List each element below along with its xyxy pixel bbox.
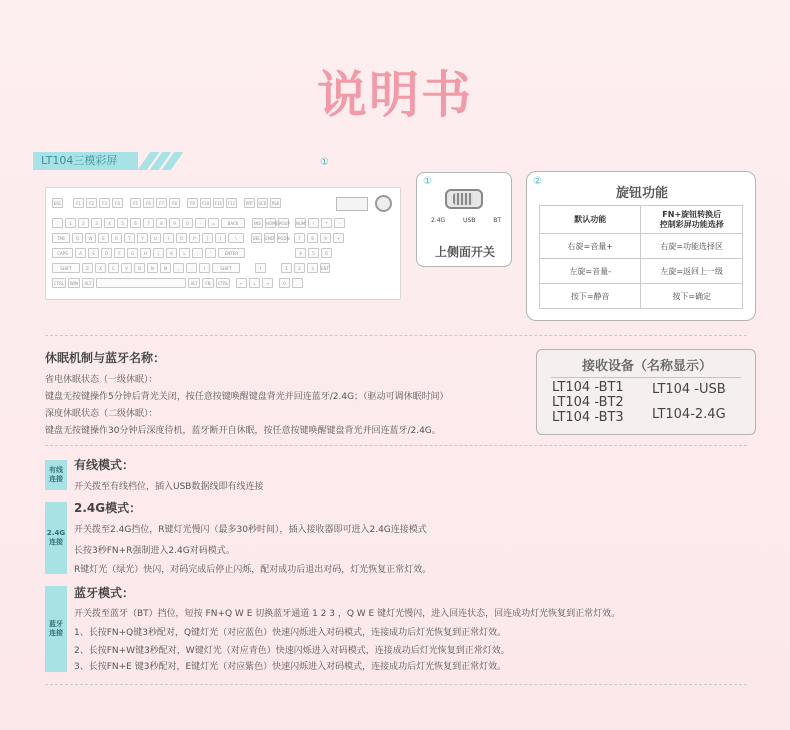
keycap: / [199, 263, 210, 273]
callout-number-2: ② [533, 176, 542, 187]
keycap: Z [82, 263, 93, 273]
24g-line: 开关拨至2.4G挡位，R键灯光慢闪（最多30秒时间），插入接收器即可进入2.4G连接模式 [74, 525, 427, 535]
color-screen [336, 197, 368, 211]
keycap: [ [202, 233, 213, 243]
keycap: R [111, 233, 122, 243]
side-switch-panel [416, 172, 512, 267]
keycap: ` [52, 218, 63, 228]
keycap: F10 [200, 198, 211, 208]
keycap: 3 [91, 218, 102, 228]
table-cell: 按下=静音 [540, 284, 641, 309]
24g-badge [45, 502, 67, 574]
switch-label-bt: BT [493, 217, 501, 224]
keycap: F6 [143, 198, 154, 208]
badge-text: 2.4G 连接 [46, 529, 66, 546]
keycap: END [264, 233, 275, 243]
sleep-line: 深度休眠状态（二级休眠）： [45, 409, 158, 419]
keycap: NUM [295, 218, 306, 228]
keycap: BACK [221, 218, 245, 228]
receiver-name: LT104 -USB [652, 382, 726, 397]
keycap: W [85, 233, 96, 243]
sleep-line: 省电休眠状态（一级休眠）： [45, 375, 158, 385]
keycap: 9 [169, 218, 180, 228]
keycap: K [166, 248, 177, 258]
keycap: HOME [265, 218, 276, 228]
24g-heading: 2.4G模式： [74, 501, 142, 515]
keycap: H [140, 248, 151, 258]
keycap: \ [228, 233, 244, 243]
keycap: L [179, 248, 190, 258]
keycap: 3 [307, 263, 318, 273]
receiver-name: LT104 -BT1 [552, 380, 624, 395]
keycap: F9 [187, 198, 198, 208]
keycap: Q [72, 233, 83, 243]
keycap: F7 [156, 198, 167, 208]
keycap: 0 [182, 218, 193, 228]
keycap: ALT [188, 278, 200, 288]
keycap: 6 [130, 218, 141, 228]
switch-labels [431, 217, 501, 224]
bt-badge [45, 586, 67, 672]
table-cell: 左旋=音量- [540, 259, 641, 284]
keycap: ENTER [218, 248, 245, 258]
sleep-line: 键盘无按键操作5分钟后背光关闭，按任意按键唤醒键盘背光并回连蓝牙/2.4G；（驱动可调休眠时间） [45, 392, 449, 402]
fn-header-text: FN+旋钮转换后 控制彩屏功能选择 [659, 209, 724, 229]
keycap: F5 [130, 198, 141, 208]
keycap: A [75, 248, 86, 258]
keycap: 0 [279, 278, 290, 288]
keycap: = [208, 218, 219, 228]
keycap: ] [215, 233, 226, 243]
keycap: / [308, 218, 319, 228]
keycap: M [160, 263, 171, 273]
table-cell: 右旋=功能选择区 [641, 234, 743, 259]
divider [45, 335, 747, 336]
divider [45, 684, 747, 685]
keycap: → [262, 278, 273, 288]
keycap: 1 [65, 218, 76, 228]
keycap: T [124, 233, 135, 243]
badge-text: 有线 连接 [49, 466, 63, 483]
keycap: F4 [112, 198, 123, 208]
bt-heading: 蓝牙模式： [74, 586, 135, 600]
keycap: SCR [257, 198, 268, 208]
keycap: ENT [320, 263, 330, 273]
keycap: SHIFT [52, 263, 80, 273]
bt-line: 2、长按FN+W键3秒配对，W键灯光（对应青色）快速闪烁进入对码模式，连接成功后灯光恢复到正常灯效。 [74, 646, 510, 656]
keycap: 1 [281, 263, 292, 273]
keycap: F [114, 248, 125, 258]
keycap: J [153, 248, 164, 258]
rotary-knob [375, 195, 392, 212]
keycap: Y [137, 233, 148, 243]
keycap: CAPS [52, 248, 73, 258]
model-tag-label: LT104三模彩屏 [33, 152, 138, 170]
keycap: S [88, 248, 99, 258]
keycap: 8 [307, 233, 318, 243]
keycap: INS [252, 218, 263, 228]
keycap: PSE [270, 198, 281, 208]
keycap: . [186, 263, 197, 273]
keycap: F11 [213, 198, 224, 208]
keycap: ↓ [249, 278, 260, 288]
badge-text: 蓝牙 连接 [49, 620, 63, 637]
page-title: 说明书 [317, 66, 473, 124]
keycap: - [195, 218, 206, 228]
side-switch-title: 上侧面开关 [434, 245, 495, 259]
keycap: F2 [86, 198, 97, 208]
24g-line: 长按3秒FN+R强制进入2.4G对码模式。 [74, 546, 235, 556]
keycap: 4 [104, 218, 115, 228]
24g-line: R键灯光（绿光）快闪，对码完成后停止闪烁，配对成功后退出对码，灯光恢复正常灯效。 [74, 565, 432, 575]
keycap: F8 [169, 198, 180, 208]
table-cell: 右旋=音量+ [540, 234, 641, 259]
keycap: C [108, 263, 119, 273]
keycap: PRT [244, 198, 255, 208]
keycap: 5 [308, 248, 319, 258]
table-header-default: 默认功能 [540, 206, 641, 234]
bt-line: 3、长按FN+E 键3秒配对，E键灯光（对应紫色）快速闪烁进入对码模式，连接成功后灯光恢复到正常灯效。 [74, 662, 507, 672]
keycap: FN [202, 278, 214, 288]
keycap: - [334, 218, 345, 228]
receiver-title: 接收设备（名称显示） [581, 359, 712, 374]
wired-line: 开关拨至有线档位，插入USB数据线即有线连接 [74, 482, 264, 492]
table-header-fn [641, 206, 743, 234]
keycap: PGDN [277, 233, 288, 243]
keycap: X [95, 263, 106, 273]
keycap: CTRL [216, 278, 230, 288]
keycap: + [333, 233, 344, 243]
keycap: WIN [68, 278, 80, 288]
keycap: D [101, 248, 112, 258]
keycap: ALT [82, 278, 94, 288]
keycap: TAB [52, 233, 70, 243]
knob-title: 旋钮功能 [615, 186, 668, 201]
keycap: N [147, 263, 158, 273]
keycap: 6 [321, 248, 332, 258]
keycap: G [127, 248, 138, 258]
keycap: B [134, 263, 145, 273]
sleep-heading: 休眠机制与蓝牙名称： [45, 351, 166, 365]
switch-label-usb: USB [463, 217, 476, 224]
mode-switch-icon [445, 189, 483, 209]
keycap: . [292, 278, 303, 288]
keycap: P [189, 233, 200, 243]
keycap: 7 [294, 233, 305, 243]
keycap: F12 [226, 198, 237, 208]
keycap: ← [236, 278, 247, 288]
keycap: CTRL [52, 278, 66, 288]
keycap: , [173, 263, 184, 273]
receiver-name: LT104 -BT3 [552, 410, 624, 425]
keycap: ↑ [255, 263, 266, 273]
keycap: V [121, 263, 132, 273]
divider [45, 445, 747, 446]
receiver-name: LT104 -BT2 [552, 395, 624, 410]
keyboard-illustration [45, 187, 401, 300]
bt-line: 开关拨至蓝牙（BT）挡位，短按 FN+Q W E 切换蓝牙通道 1 2 3 ，Q W E 键灯光慢闪，进入回连状态，回连成功灯光恢复到正常灯效。 [74, 609, 621, 619]
table-cell: 按下=确定 [641, 284, 743, 309]
switch-label-24g: 2.4G [431, 217, 446, 224]
keycap: SHIFT [212, 263, 240, 273]
keycap: 2 [294, 263, 305, 273]
keycap: E [98, 233, 109, 243]
callout-number-1: ① [320, 157, 329, 168]
keycap: 9 [320, 233, 331, 243]
bt-line: 1、长按FN+Q键3秒配对，Q键灯光（对应蓝色）快速闪烁进入对码模式，连接成功后灯光恢复到正常灯效。 [74, 628, 507, 638]
keycap: 7 [143, 218, 154, 228]
keycap: 5 [117, 218, 128, 228]
keycap [96, 278, 186, 288]
keycap: 8 [156, 218, 167, 228]
keycap: ' [205, 248, 216, 258]
wired-heading: 有线模式： [74, 458, 135, 472]
keycap: DEL [251, 233, 262, 243]
knob-function-panel [526, 171, 756, 321]
keycap: I [163, 233, 174, 243]
keycap: F1 [73, 198, 84, 208]
keycap: F3 [99, 198, 110, 208]
knob-function-table [539, 205, 743, 309]
keycap: PGUP [278, 218, 289, 228]
keycap: O [176, 233, 187, 243]
keycap: ESC [52, 198, 63, 208]
keycap: 2 [78, 218, 89, 228]
callout-number-1: ① [423, 176, 432, 187]
keycap: ; [192, 248, 203, 258]
keycap: * [321, 218, 332, 228]
divider [551, 377, 741, 378]
receiver-name: LT104-2.4G [652, 407, 726, 422]
sleep-line: 键盘无按键操作30分钟后深度待机，蓝牙断开自休眠，按任意按键唤醒键盘背光并回连蓝牙/2.4G。 [45, 426, 441, 436]
table-cell: 左旋=返回上一级 [641, 259, 743, 284]
wired-badge [45, 460, 67, 490]
receiver-name-panel [536, 349, 756, 435]
keycap: 4 [295, 248, 306, 258]
keycap: U [150, 233, 161, 243]
